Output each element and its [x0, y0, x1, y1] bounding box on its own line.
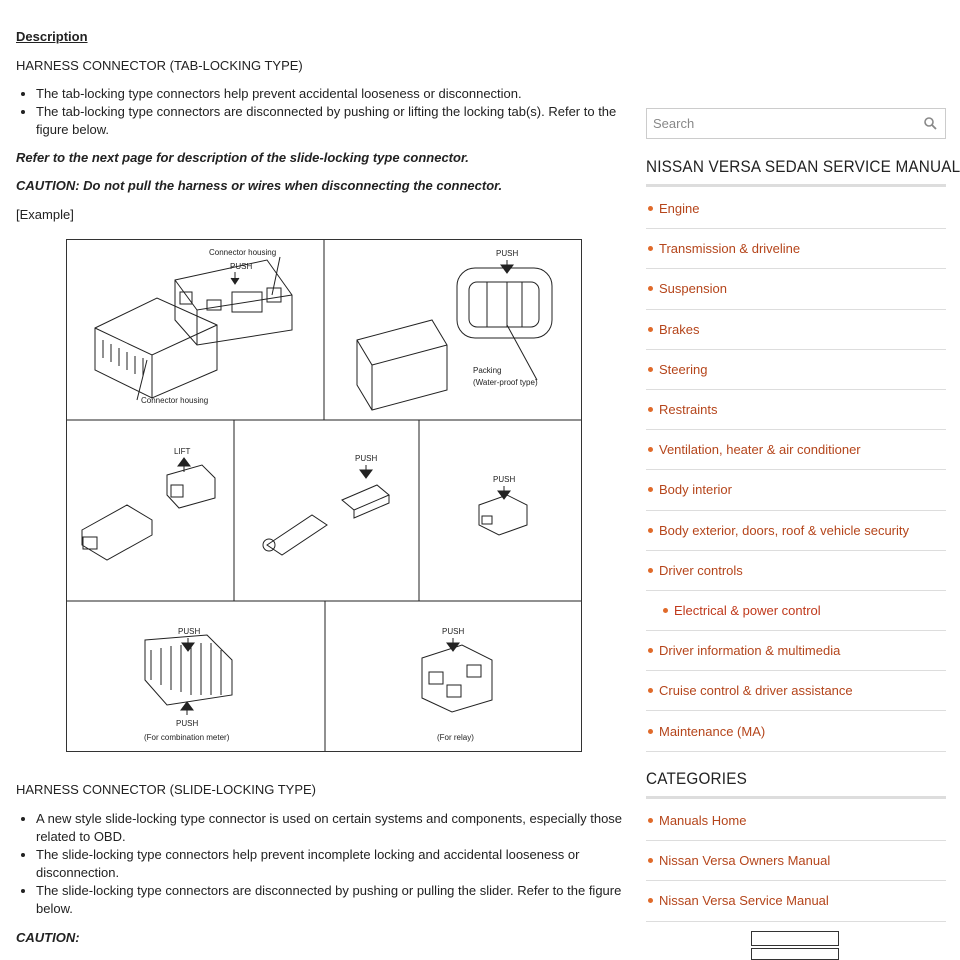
- list-item: • The slide-locking type connectors help prevent incomplete locking and accidental looseness or disconnection.: [36, 846, 626, 882]
- bullet-dot: [648, 568, 653, 573]
- tab-locking-bullets: [16, 85, 626, 139]
- bullet-dot: [648, 818, 653, 823]
- search-input[interactable]: [647, 109, 909, 138]
- example-label: [Example]: [16, 207, 74, 222]
- nav-item-body-exterior[interactable]: [646, 511, 946, 551]
- label-push-7: PUSH: [442, 627, 465, 636]
- nav-link[interactable]: Body interior: [659, 482, 732, 498]
- nav-link[interactable]: Suspension: [659, 281, 727, 297]
- nav-link[interactable]: Nissan Versa Service Manual: [659, 893, 829, 909]
- nav-link[interactable]: Driver controls: [659, 562, 743, 578]
- bullet-dot: [648, 367, 653, 372]
- category-item-owners-manual[interactable]: [646, 841, 946, 881]
- label-push-6-bottom: PUSH: [176, 719, 199, 728]
- nav-item-body-interior[interactable]: [646, 470, 946, 510]
- nav-item-driver-information[interactable]: [646, 631, 946, 671]
- list-item: • A new style slide-locking type connector is used on certain systems and components, especially those related to OBD.: [36, 810, 626, 846]
- connector-figure: [66, 239, 582, 752]
- nav-link[interactable]: Manuals Home: [659, 813, 747, 829]
- categories-title: CATEGORIES: [646, 769, 747, 788]
- nav-link[interactable]: Steering: [659, 361, 708, 377]
- connector-drawing-5: [479, 495, 527, 535]
- category-item-service-manual[interactable]: [646, 881, 946, 921]
- bullet-dot: [648, 286, 653, 291]
- caution-note: CAUTION: Do not pull the harness or wires when disconnecting the connector.: [16, 178, 503, 193]
- bullet-dot: [648, 528, 653, 533]
- bullet-dot: [648, 648, 653, 653]
- nav-item-restraints[interactable]: [646, 390, 946, 430]
- search-box: [646, 108, 946, 139]
- nav-item-transmission[interactable]: [646, 229, 946, 269]
- nav-item-cruise-control[interactable]: [646, 671, 946, 711]
- connector-drawing-2: [357, 268, 552, 410]
- counter-box: [751, 931, 839, 946]
- label-push-6-top: PUSH: [178, 627, 201, 636]
- list-item: • The slide-locking type connectors are disconnected by pushing or pulling the slider. Refer to the figure below.: [36, 882, 626, 918]
- categories-nav: [646, 801, 946, 922]
- bullet-dot: [648, 327, 653, 332]
- bullet-dot: [648, 688, 653, 693]
- title-rule: [646, 796, 946, 799]
- bullet-dot: [648, 447, 653, 452]
- nav-link[interactable]: Transmission & driveline: [659, 241, 801, 257]
- nav-link[interactable]: Cruise control & driver assistance: [659, 683, 853, 699]
- nav-item-steering[interactable]: [646, 350, 946, 390]
- bullet-dot: [648, 898, 653, 903]
- description-heading: Description: [16, 29, 88, 44]
- nav-link[interactable]: Maintenance (MA): [659, 723, 766, 739]
- category-item-manuals-home[interactable]: [646, 801, 946, 841]
- nav-item-brakes[interactable]: [646, 310, 946, 350]
- nav-item-electrical[interactable]: [646, 591, 946, 631]
- label-connector-housing-bottom: Connector housing: [141, 396, 209, 405]
- list-item: • The tab-locking type connectors help prevent accidental looseness or disconnection.: [36, 85, 626, 103]
- nav-link[interactable]: Nissan Versa Owners Manual: [659, 853, 831, 869]
- search-icon[interactable]: [923, 116, 937, 130]
- manual-title: NISSAN VERSA SEDAN SERVICE MANUAL: [646, 157, 960, 176]
- label-packing: Packing: [473, 366, 502, 375]
- label-packing-waterproof: (Water-proof type): [473, 378, 538, 387]
- connector-drawing-3: [82, 465, 215, 560]
- nav-link[interactable]: Engine: [659, 201, 700, 217]
- list-item: • The tab-locking type connectors are disconnected by pushing or lifting the locking tab(s). Refer to the figure below.: [36, 103, 626, 139]
- bullet-dot: [648, 246, 653, 251]
- nav-item-driver-controls[interactable]: [646, 551, 946, 591]
- label-push-5: PUSH: [493, 475, 516, 484]
- refer-note: Refer to the next page for description of the slide-locking type connector.: [16, 150, 469, 165]
- nav-link[interactable]: Ventilation, heater & air conditioner: [659, 442, 861, 458]
- nav-link[interactable]: Brakes: [659, 321, 700, 337]
- slide-locking-bullets: [16, 810, 626, 918]
- label-push-2: PUSH: [496, 249, 519, 258]
- connector-drawing-7: [422, 645, 492, 712]
- nav-link[interactable]: Restraints: [659, 402, 718, 418]
- caution-bottom: CAUTION:: [16, 930, 80, 945]
- tab-locking-heading: HARNESS CONNECTOR (TAB-LOCKING TYPE): [16, 58, 303, 73]
- label-lift: LIFT: [174, 447, 191, 456]
- connector-drawing-1: [95, 260, 292, 398]
- nav-item-maintenance[interactable]: [646, 711, 946, 751]
- manual-nav: [646, 189, 946, 752]
- slide-locking-heading: HARNESS CONNECTOR (SLIDE-LOCKING TYPE): [16, 782, 317, 797]
- label-push-1: PUSH: [230, 262, 253, 271]
- bullet-dot: [648, 407, 653, 412]
- bullet-dot: [648, 729, 653, 734]
- bullet-dot: [648, 858, 653, 863]
- nav-item-ventilation[interactable]: [646, 430, 946, 470]
- title-rule: [646, 184, 946, 187]
- label-for-combination-meter: (For combination meter): [144, 733, 230, 742]
- counter-box: [751, 948, 839, 960]
- bullet-dot: [663, 608, 668, 613]
- label-push-4: PUSH: [355, 454, 378, 463]
- connector-drawing-4: [263, 485, 389, 555]
- bullet-dot: [648, 487, 653, 492]
- nav-link[interactable]: Electrical & power control: [674, 602, 821, 618]
- nav-link[interactable]: Driver information & multimedia: [659, 643, 841, 659]
- bullet-dot: [648, 206, 653, 211]
- nav-item-engine[interactable]: [646, 189, 946, 229]
- nav-item-suspension[interactable]: [646, 269, 946, 309]
- label-for-relay: (For relay): [437, 733, 474, 742]
- label-connector-housing-top: Connector housing: [209, 248, 277, 257]
- nav-link[interactable]: Body exterior, doors, roof & vehicle security: [659, 522, 910, 538]
